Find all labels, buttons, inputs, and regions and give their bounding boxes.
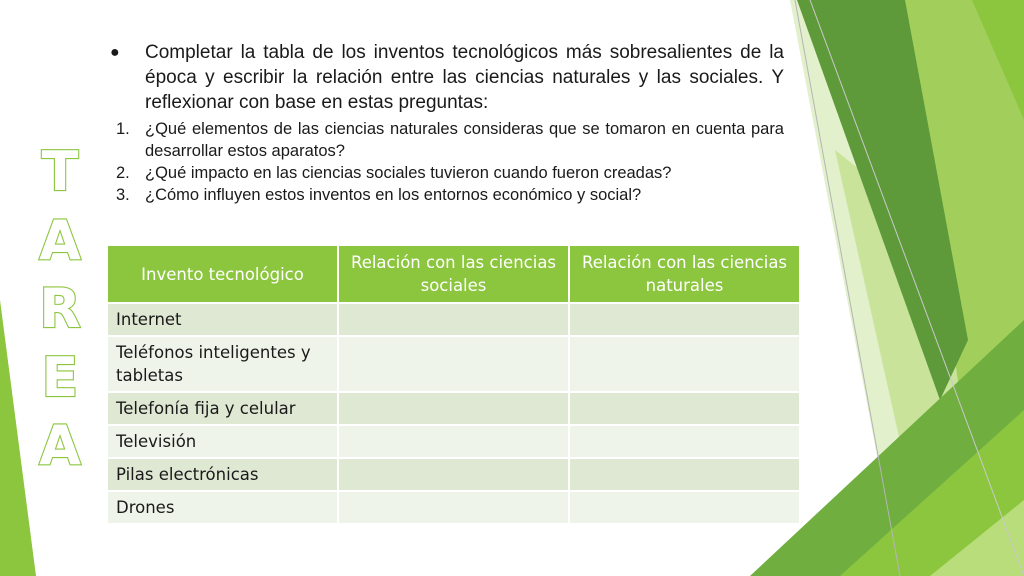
header-relacion-sociales: Relación con las ciencias sociales (338, 245, 569, 303)
table-row (107, 491, 800, 524)
inventions-table (106, 244, 801, 525)
cell-invento: Pilas electrónicas (107, 458, 338, 491)
question-number: 2. (116, 164, 130, 182)
table-header-row (107, 245, 800, 303)
header-relacion-naturales: Relación con las ciencias naturales (569, 245, 800, 303)
question-text: ¿Qué impacto en las ciencias sociales tuvieron cuando fueron creadas? (145, 164, 672, 182)
cell-sociales[interactable] (338, 392, 569, 425)
cell-naturales[interactable] (569, 425, 800, 458)
questions-list (110, 118, 784, 206)
question-text: ¿Qué elementos de las ciencias naturales consideras que se tomaron en cuenta para desarrollar estos aparatos? (145, 120, 784, 160)
cell-sociales[interactable] (338, 425, 569, 458)
question-number: 3. (116, 186, 130, 204)
side-title-letter: E (41, 345, 79, 409)
cell-naturales[interactable] (569, 458, 800, 491)
table-row (107, 458, 800, 491)
instructions-block (110, 40, 784, 206)
table-row (107, 303, 800, 336)
bullet-dot-icon: ● (110, 44, 120, 61)
question-item (110, 162, 784, 184)
cell-naturales[interactable] (569, 303, 800, 336)
side-title-tarea (30, 138, 90, 481)
cell-sociales[interactable] (338, 303, 569, 336)
cell-invento: Drones (107, 491, 338, 524)
question-item (110, 118, 784, 162)
cell-naturales[interactable] (569, 392, 800, 425)
cell-invento: Internet (107, 303, 338, 336)
side-title-letter: R (39, 277, 81, 340)
cell-invento: Teléfonos inteligentes y tabletas (107, 336, 338, 392)
header-invento: Invento tecnológico (107, 245, 338, 303)
question-text: ¿Cómo influyen estos inventos en los entornos económico y social? (145, 186, 642, 204)
side-title-letter: A (39, 208, 81, 272)
cell-sociales[interactable] (338, 491, 569, 524)
instruction-bullet (110, 40, 784, 115)
side-title-letter: T (41, 140, 79, 203)
question-item (110, 184, 784, 206)
cell-naturales[interactable] (569, 491, 800, 524)
table-row (107, 425, 800, 458)
cell-sociales[interactable] (338, 458, 569, 491)
cell-invento: Telefonía fija y celular (107, 392, 338, 425)
cell-sociales[interactable] (338, 336, 569, 392)
cell-naturales[interactable] (569, 336, 800, 392)
side-title-letter: A (39, 414, 81, 477)
table-row (107, 392, 800, 425)
question-number: 1. (116, 120, 130, 138)
table-row (107, 336, 800, 392)
instruction-text: Completar la tabla de los inventos tecnológicos más sobresalientes de la época y escribir la relación entre las ciencias naturales y las sociales. Y reflexionar con base en estas preguntas: (145, 42, 784, 113)
cell-invento: Televisión (107, 425, 338, 458)
